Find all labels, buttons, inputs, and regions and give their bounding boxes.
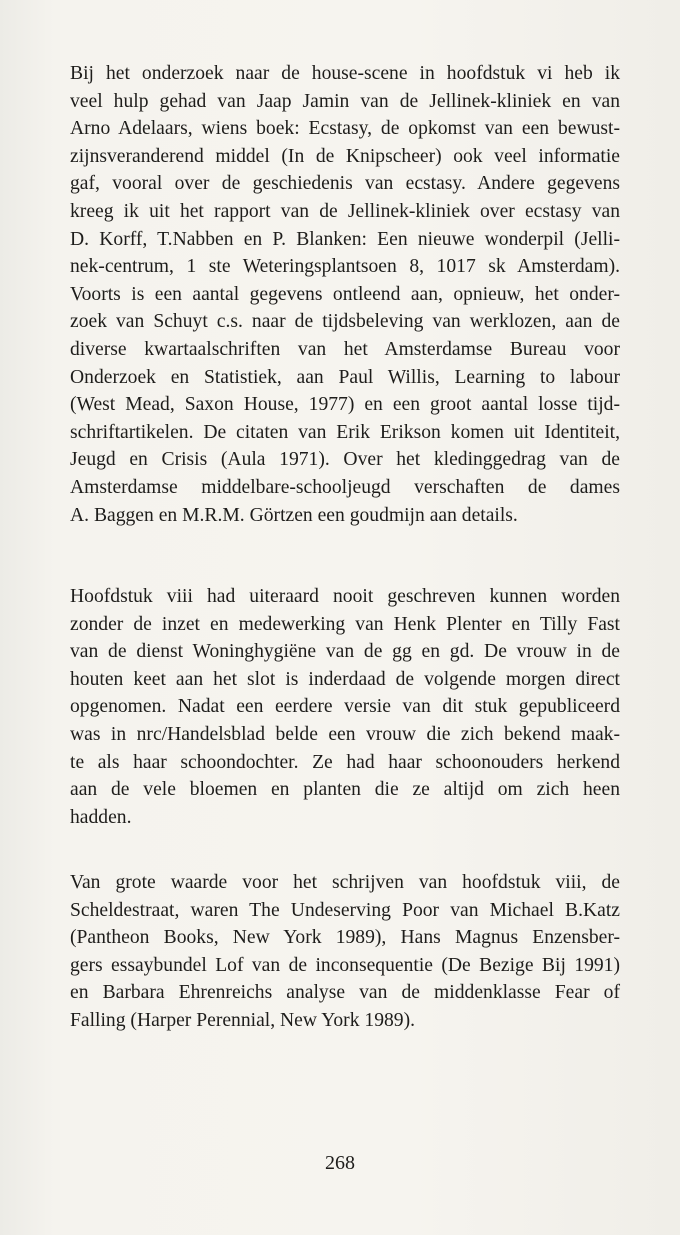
- text-line: Scheldestraat, waren The Undeserving Poor van Michael B.Katz: [70, 899, 620, 921]
- text-line: houten keet aan het slot is inderdaad de volgende morgen direct: [70, 668, 620, 690]
- text-line: gaf, vooral over de geschiedenis van ecstasy. Andere gegevens: [70, 173, 620, 195]
- text-line: (West Mead, Saxon House, 1977) en een groot aantal losse tijd-: [70, 394, 620, 416]
- text-line: schriftartikelen. De citaten van Erik Erikson komen uit Identiteit,: [70, 421, 620, 443]
- text-line: Onderzoek en Statistiek, aan Paul Willis, Learning to labour: [70, 366, 620, 388]
- text-line: opgenomen. Nadat een eerdere versie van dit stuk gepubliceerd: [70, 696, 620, 718]
- text-line: en Barbara Ehrenreichs analyse van de middenklasse Fear of: [70, 982, 620, 1004]
- text-line: nek-centrum, 1 ste Weteringsplantsoen 8, 1017 sk Amsterdam).: [70, 256, 620, 278]
- text-line: van de dienst Woninghygiëne van de gg en gd. De vrouw in de: [70, 641, 620, 663]
- text-line: Amsterdamse middelbare-schooljeugd verschaften de dames: [70, 476, 620, 498]
- text-line: (Pantheon Books, New York 1989), Hans Magnus Enzensber-: [70, 927, 620, 949]
- text-line: diverse kwartaalschriften van het Amsterdamse Bureau voor: [70, 338, 620, 360]
- text-line: zonder de inzet en medewerking van Henk Plenter en Tilly Fast: [70, 613, 620, 635]
- paragraph-acknowledgements-chapter-vi: [70, 60, 620, 529]
- text-line: zoek van Schuyt c.s. naar de tijdsbeleving van werklozen, aan de: [70, 311, 620, 333]
- text-line: was in nrc/Handelsblad belde een vrouw die zich bekend maak-: [70, 723, 620, 745]
- text-line: kreeg ik uit het rapport van de Jellinek-kliniek over ecstasy van: [70, 200, 620, 222]
- paragraph-acknowledgements-chapter-viii: [70, 583, 620, 831]
- text-line: aan de vele bloemen en planten die ze altijd om zich heen: [70, 779, 620, 801]
- text-line: Hoofdstuk viii had uiteraard nooit geschreven kunnen worden: [70, 586, 620, 607]
- text-line: hadden.: [70, 806, 132, 828]
- text-line: veel hulp gehad van Jaap Jamin van de Jellinek-kliniek en van: [70, 90, 620, 112]
- text-line: Van grote waarde voor het schrijven van hoofdstuk viii, de: [70, 872, 620, 893]
- page-number: 268: [325, 1152, 355, 1174]
- text-line: Bij het onderzoek naar de house-scene in hoofdstuk vi heb ik: [70, 63, 620, 84]
- paragraph-sources-scheldestraat: [70, 869, 620, 1035]
- text-line: A. Baggen en M.R.M. Görtzen een goudmijn aan details.: [70, 504, 518, 526]
- text-line: te als haar schoondochter. Ze had haar schoonouders herkend: [70, 751, 620, 773]
- text-line: Voorts is een aantal gegevens ontleend aan, opnieuw, het onder-: [70, 283, 620, 305]
- text-line: zijnsveranderend middel (In de Knipscheer) ook veel informatie: [70, 145, 620, 167]
- text-line: Jeugd en Crisis (Aula 1971). Over het kledinggedrag van de: [70, 449, 620, 471]
- text-line: Falling (Harper Perennial, New York 1989).: [70, 1009, 416, 1031]
- text-line: Arno Adelaars, wiens boek: Ecstasy, de opkomst van een bewust-: [70, 118, 620, 140]
- text-line: D. Korff, T.Nabben en P. Blanken: Een nieuwe wonderpil (Jelli-: [70, 228, 620, 250]
- text-line: gers essaybundel Lof van de inconsequentie (De Bezige Bij 1991): [70, 954, 620, 976]
